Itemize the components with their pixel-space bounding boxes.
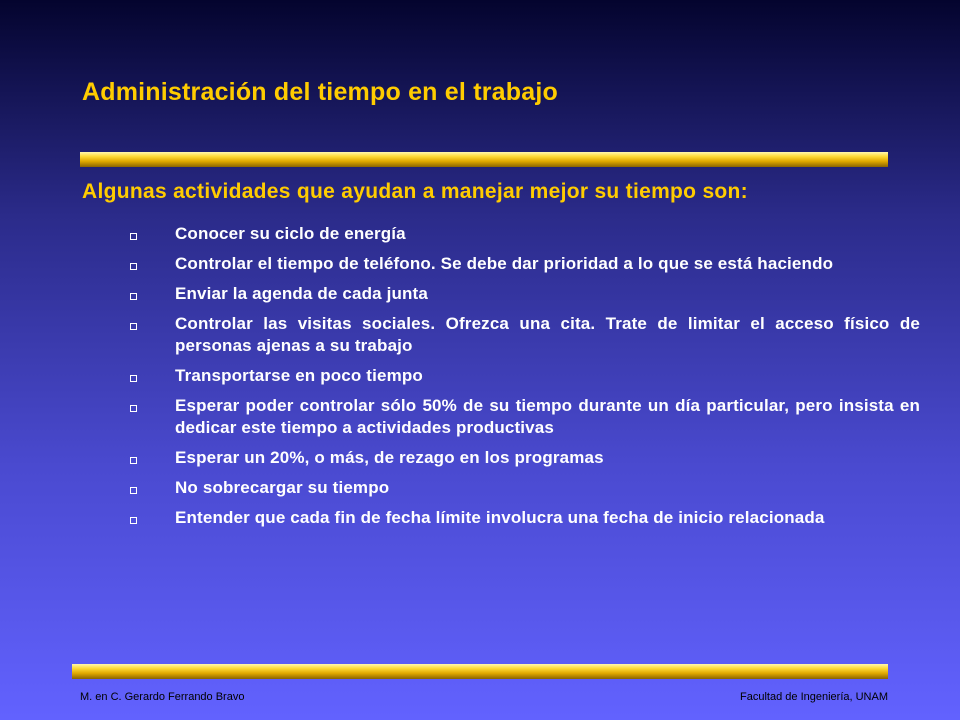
bullet-text: Controlar el tiempo de teléfono. Se debe dar prioridad a lo que se está haciendo [175,254,834,273]
list-item [130,223,920,245]
list-item [130,253,920,275]
hollow-square-icon [130,457,137,464]
top-divider-bar [80,152,888,167]
bullet-text: Esperar poder controlar sólo 50% de su tiempo durante un día particular, pero insista en dedicar este tiempo a actividades productivas [175,396,920,437]
bullet-text: Enviar la agenda de cada junta [175,284,428,303]
hollow-square-icon [130,517,137,524]
hollow-square-icon [130,323,137,330]
footer-author: M. en C. Gerardo Ferrando Bravo [80,691,245,703]
bottom-divider-bar [72,664,888,679]
bullet-text: Controlar las visitas sociales. Ofrezca una cita. Trate de limitar el acceso físico de personas ajenas a su trabajo [175,314,920,355]
bullet-text: Conocer su ciclo de energía [175,224,406,243]
list-item [130,507,920,529]
slide-subtitle: Algunas actividades que ayudan a manejar mejor su tiempo son: [82,180,748,203]
hollow-square-icon [130,375,137,382]
footer-institution: Facultad de Ingeniería, UNAM [740,691,888,703]
hollow-square-icon [130,293,137,300]
list-item [130,477,920,499]
hollow-square-icon [130,233,137,240]
slide-title: Administración del tiempo en el trabajo [82,78,558,106]
bullet-text: No sobrecargar su tiempo [175,478,390,497]
hollow-square-icon [130,405,137,412]
list-item [130,447,920,469]
list-item [130,283,920,305]
hollow-square-icon [130,487,137,494]
list-item [130,395,920,439]
list-item [130,313,920,357]
bullet-text: Transportarse en poco tiempo [175,366,423,385]
bullet-list [130,223,920,537]
list-item [130,365,920,387]
bullet-text: Entender que cada fin de fecha límite involucra una fecha de inicio relacionada [175,508,825,527]
bullet-text: Esperar un 20%, o más, de rezago en los programas [175,448,604,467]
hollow-square-icon [130,263,137,270]
